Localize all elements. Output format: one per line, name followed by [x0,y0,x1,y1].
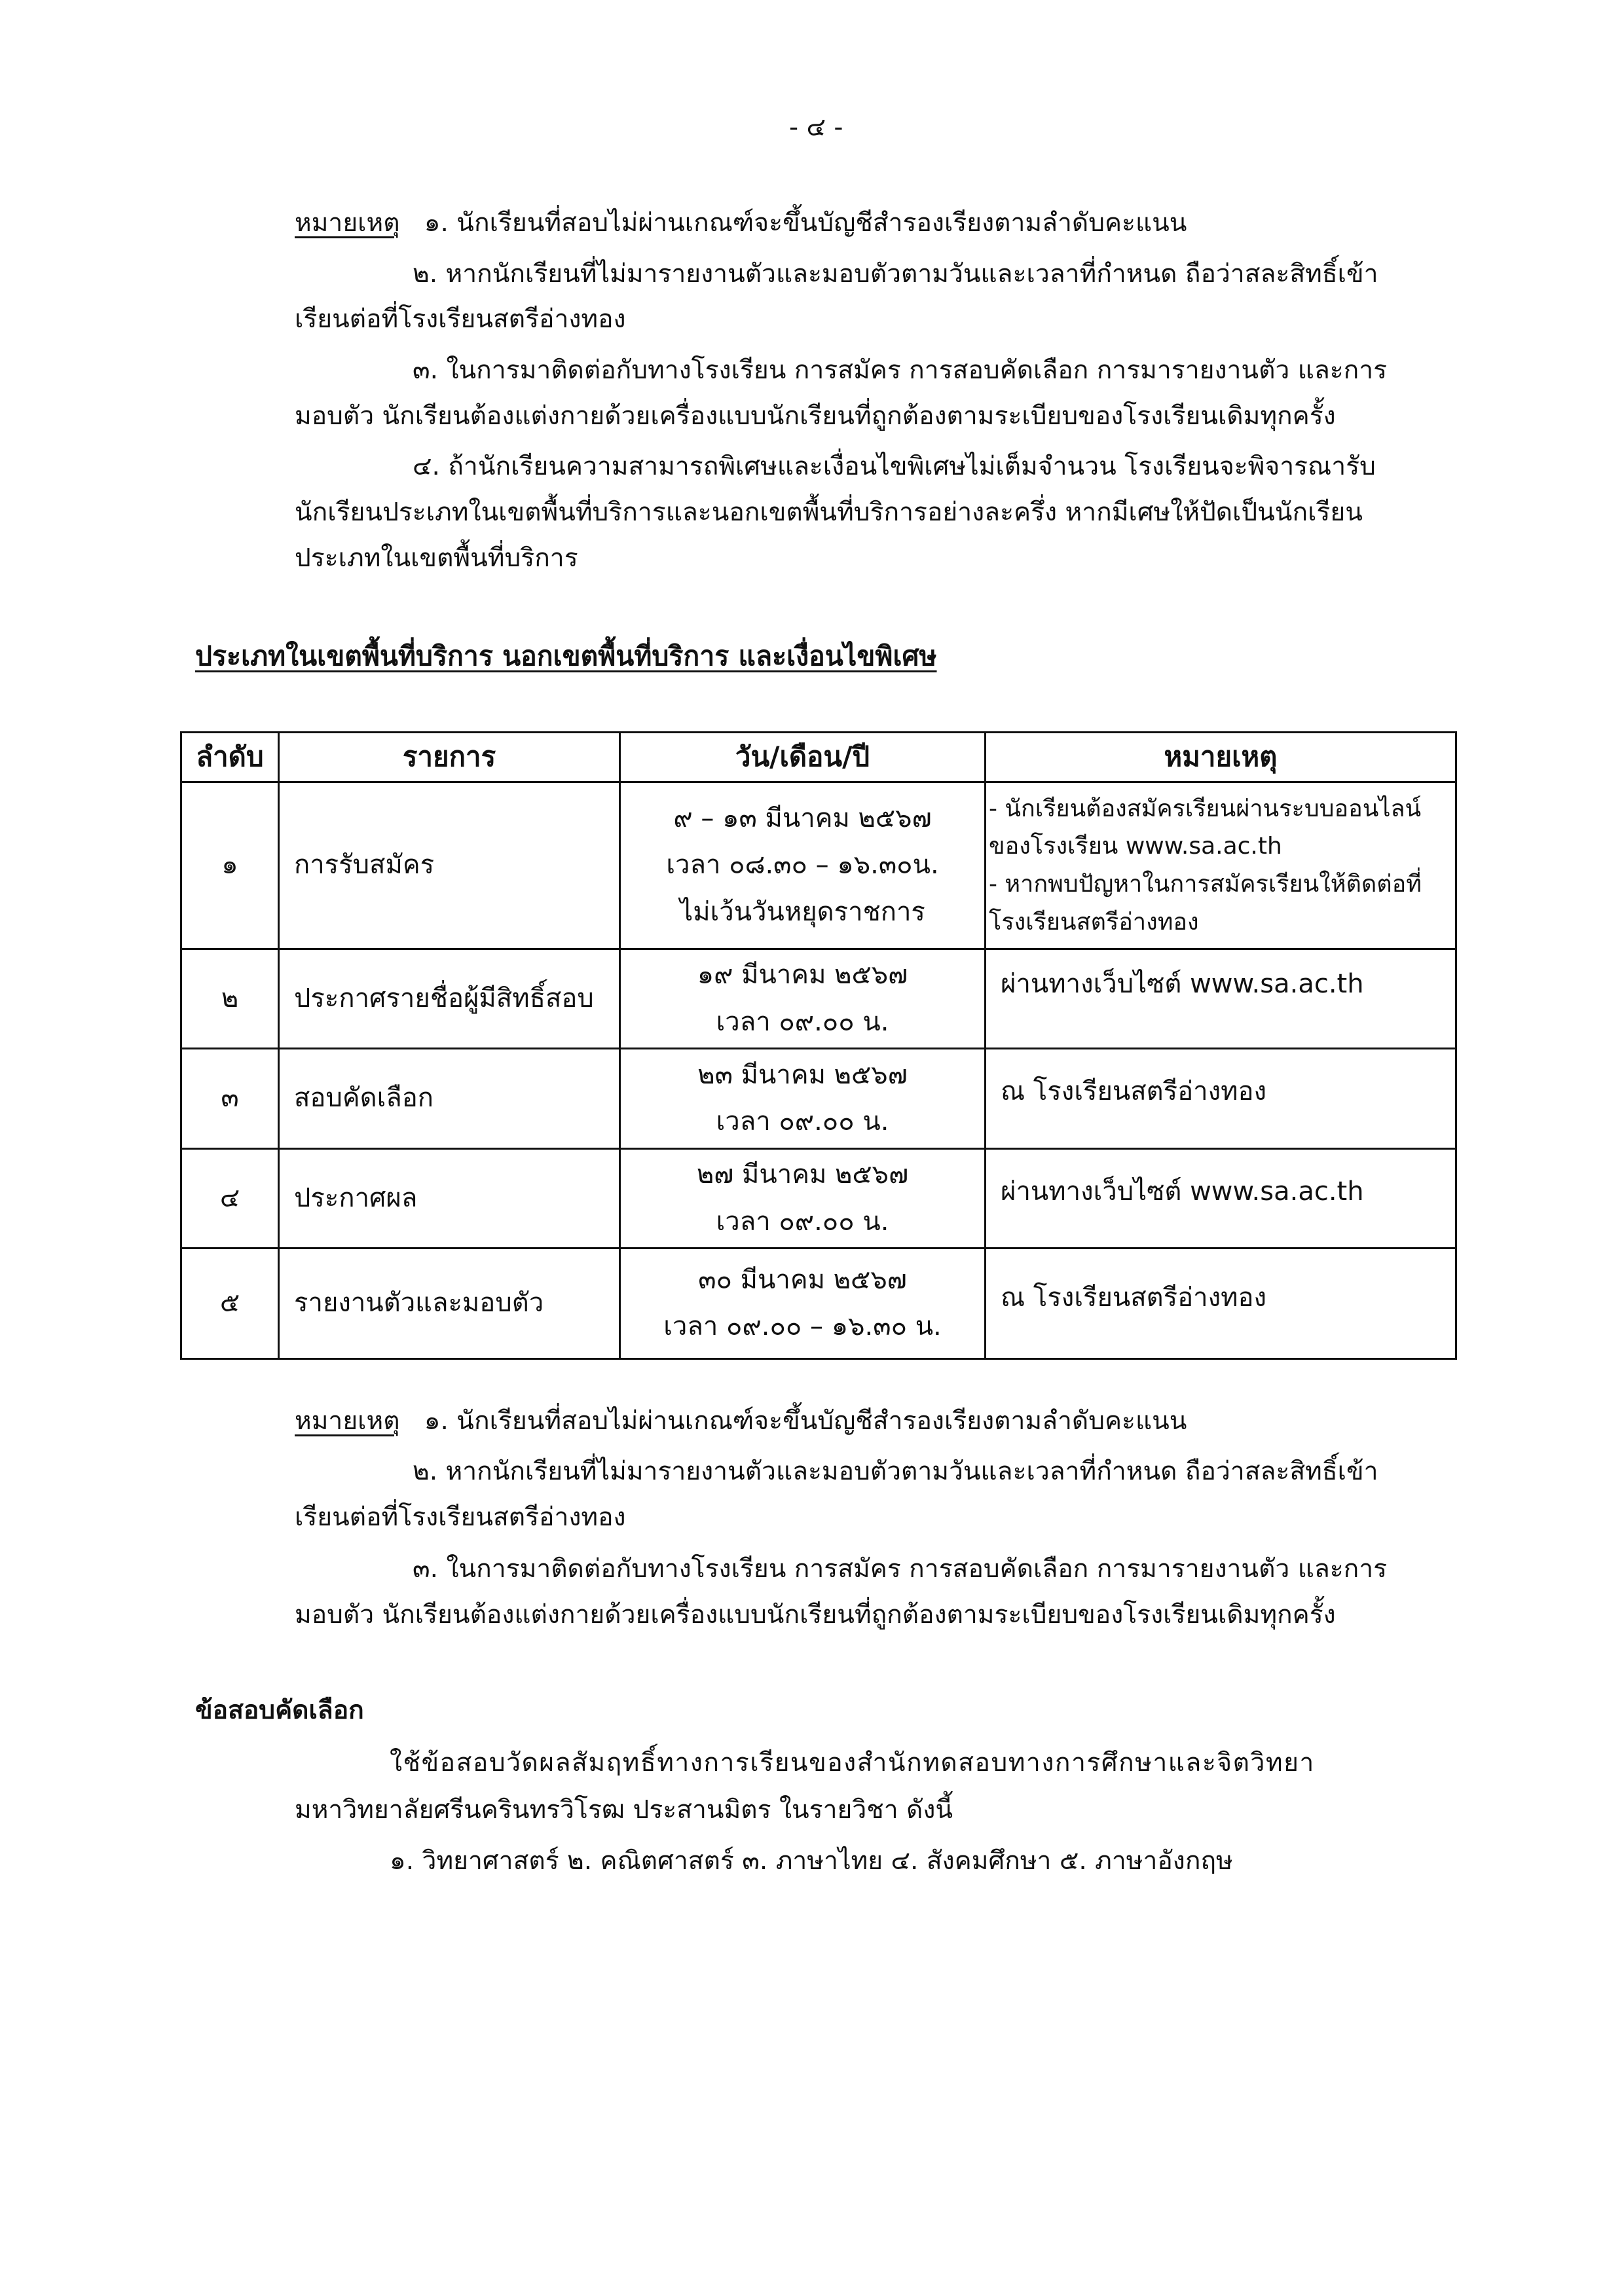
note-item-2-line-1: ๒. หากนักเรียนที่ไม่มารายงานตัวและมอบตัวตามวันและเวลาที่กำหนด ถือว่าสละสิทธิ์เข้า [413,1457,1378,1486]
table-header-date: วัน/เดือน/ปี [735,740,870,773]
page-number: - ๔ - [789,113,843,142]
table-row-3-no: ๓ [221,1083,239,1114]
exam-line-1: ใช้ข้อสอบวัดผลสัมฤทธิ์ทางการเรียนของสำนักทดสอบทางการศึกษาและจิตวิทยา [390,1748,1315,1777]
table-row-2-no: ๒ [221,983,239,1013]
table-header-item: รายการ [402,740,496,773]
table-row-1-no: ๑ [221,850,238,881]
note-label: หมายเหตุ [295,208,400,238]
table-row-4-remark: ผ่านทางเว็บไซต์ www.sa.ac.th [1001,1176,1364,1207]
table-row-3-date: ๒๓ มีนาคม ๒๕๖๗ เวลา ๐๙.๐๐ น. [697,1059,908,1137]
note-item-3-line-1: ๓. ในการมาติดต่อกับทางโรงเรียน การสมัคร การสอบคัดเลือก การมารายงานตัว และการ [413,1554,1388,1584]
note-item-1: ๑. นักเรียนที่สอบไม่ผ่านเกณฑ์จะขึ้นบัญชีสำรองเรียงตามลำดับคะแนน [424,208,1187,238]
table-row-1-date: ๙ – ๑๓ มีนาคม ๒๕๖๗ เวลา ๐๘.๓๐ – ๑๖.๓๐น. ไม่เว้นวันหยุดราชการ [666,803,939,927]
table-row-4-no: ๔ [219,1182,240,1213]
table-header-no: ลำดับ [196,740,264,773]
note-item-3-line-2: มอบตัว นักเรียนต้องแต่งกายด้วยเครื่องแบบนักเรียนที่ถูกต้องตามระเบียบของโรงเรียนเดิมทุกครั้ง [295,1600,1336,1630]
table-header-remark: หมายเหตุ [1164,740,1278,773]
table-row-5-remark: ณ โรงเรียนสตรีอ่างทอง [1001,1283,1267,1313]
table-row-5-no: ๕ [219,1288,240,1319]
table-row-2-remark: ผ่านทางเว็บไซต์ www.sa.ac.th [1001,968,1364,999]
table-row-2-date: ๑๙ มีนาคม ๒๕๖๗ เวลา ๐๙.๐๐ น. [697,960,908,1037]
table-row-4-item: ประกาศผล [294,1182,418,1213]
exam-subjects: ๑. วิทยาศาสตร์ ๒. คณิตศาสตร์ ๓. ภาษาไทย ๔. สังคมศึกษา ๕. ภาษาอังกฤษ [390,1846,1233,1876]
table-row-1-item: การรับสมัคร [294,850,435,881]
note-item-3-line-2: มอบตัว นักเรียนต้องแต่งกายด้วยเครื่องแบบนักเรียนที่ถูกต้องตามระเบียบของโรงเรียนเดิมทุกครั้ง [295,401,1336,431]
note-item-1: ๑. นักเรียนที่สอบไม่ผ่านเกณฑ์จะขึ้นบัญชีสำรองเรียงตามลำดับคะแนน [424,1406,1187,1436]
table-row-5-item: รายงานตัวและมอบตัว [294,1288,544,1319]
note-item-4-line-1: ๔. ถ้านักเรียนความสามารถพิเศษและเงื่อนไขพิเศษไม่เต็มจำนวน โรงเรียนจะพิจารณารับ [413,452,1376,481]
note-label: หมายเหตุ [295,1406,400,1436]
schedule-table [180,731,1457,1360]
section-heading: ประเภทในเขตพื้นที่บริการ นอกเขตพื้นที่บริการ และเงื่อนไขพิเศษ [195,640,937,672]
table-row-2-item: ประกาศรายชื่อผู้มีสิทธิ์สอบ [294,983,594,1013]
note-item-2-line-1: ๒. หากนักเรียนที่ไม่มารายงานตัวและมอบตัวตามวันและเวลาที่กำหนด ถือว่าสละสิทธิ์เข้า [413,259,1378,289]
exam-line-2: มหาวิทยาลัยศรีนครินทรวิโรฒ ประสานมิตร ในรายวิชา ดังนี้ [295,1795,953,1825]
note-item-3-line-1: ๓. ในการมาติดต่อกับทางโรงเรียน การสมัคร การสอบคัดเลือก การมารายงานตัว และการ [413,355,1388,385]
note-item-4-line-3: ประเภทในเขตพื้นที่บริการ [295,543,578,573]
note-item-4-line-2: นักเรียนประเภทในเขตพื้นที่บริการและนอกเขตพื้นที่บริการอย่างละครึ่ง หากมีเศษให้ปัดเป็นนักเรียน [295,498,1363,527]
note-item-2-line-2: เรียนต่อที่โรงเรียนสตรีอ่างทอง [295,304,626,334]
table-row-1-remark: - นักเรียนต้องสมัครเรียนผ่านระบบออนไลน์ ของโรงเรียน www.sa.ac.th - หากพบปัญหาในการสมัครเรียนให้ติดต่อที่ โรงเรียนสตรีอ่างทอง [989,795,1422,936]
table-row-3-remark: ณ โรงเรียนสตรีอ่างทอง [1001,1076,1267,1107]
table-row-5-date: ๓๐ มีนาคม ๒๕๖๗ เวลา ๐๙.๐๐ – ๑๖.๓๐ น. [663,1264,942,1341]
exam-heading: ข้อสอบคัดเลือก [195,1696,364,1725]
note-item-2-line-2: เรียนต่อที่โรงเรียนสตรีอ่างทอง [295,1503,626,1532]
table-row-4-date: ๒๗ มีนาคม ๒๕๖๗ เวลา ๐๙.๐๐ น. [696,1159,909,1237]
table-row-3-item: สอบคัดเลือก [294,1083,434,1114]
